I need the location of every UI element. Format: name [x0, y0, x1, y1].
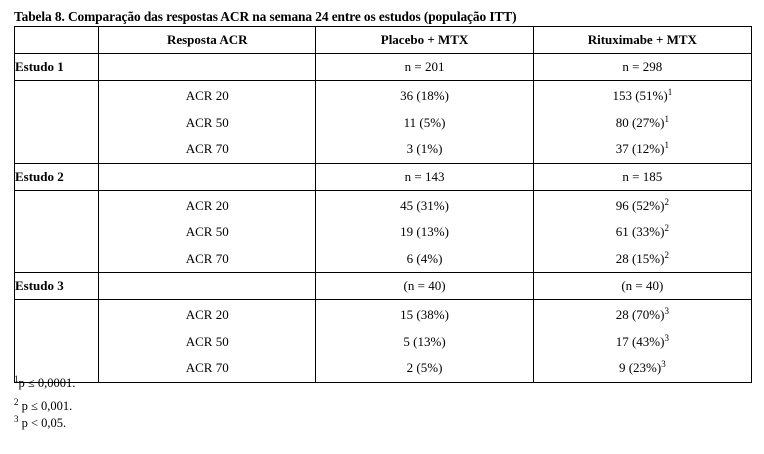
footnote-ref: 3	[664, 306, 669, 316]
acr-label: ACR 70	[185, 141, 229, 156]
header-cell-acr-response: Resposta ACR	[99, 27, 316, 54]
empty-cell	[99, 273, 316, 300]
placebo-value: 11 (5%)	[403, 114, 446, 130]
footnote: $^3$ p < 0,05.	[14, 414, 67, 430]
placebo-value: 36 (18%)	[400, 88, 449, 103]
study-name: Estudo 1	[15, 54, 99, 81]
rituximab-values-cell	[533, 190, 751, 273]
header-cell-rituximab-mtx: Rituximabe + MTX	[533, 27, 751, 54]
study-results-row	[15, 300, 752, 383]
footnote-ref: 2	[664, 223, 669, 233]
header-cell-study	[15, 27, 99, 54]
empty-cell	[99, 54, 316, 81]
rituximab-n: n = 185	[533, 163, 751, 190]
placebo-n: n = 201	[316, 54, 533, 81]
acr-labels-cell	[99, 81, 316, 164]
empty-cell	[99, 163, 316, 190]
footnote-ref: 2	[664, 249, 669, 260]
placebo-value: 15 (38%)	[400, 307, 449, 322]
acr-labels-cell	[99, 190, 316, 273]
placebo-value: 45 (31%)	[400, 197, 449, 213]
empty-cell	[15, 190, 99, 273]
acr-label: ACR 20	[185, 307, 229, 322]
placebo-values-cell	[316, 190, 533, 273]
footnote: $^2$ p ≤ 0,001.	[14, 397, 73, 413]
acr-label: ACR 50	[185, 224, 229, 239]
acr-label: ACR 70	[185, 250, 229, 266]
rituximab-value: 96 $(52\%)^2$	[615, 196, 669, 213]
rituximab-n: (n = 40)	[533, 273, 751, 300]
footnote-ref: 3	[661, 359, 666, 369]
empty-cell	[15, 81, 99, 164]
placebo-values-cell	[316, 81, 533, 164]
placebo-value: 19 (13%)	[400, 224, 449, 239]
placebo-n: n = 143	[316, 163, 533, 190]
rituximab-value: 28 $(15\%)^2$	[615, 249, 669, 266]
empty-cell	[15, 300, 99, 383]
placebo-n: (n = 40)	[316, 273, 533, 300]
rituximab-value: 17 $(43\%)^3$	[615, 332, 669, 349]
rituximab-n: n = 298	[533, 54, 751, 81]
study-row	[15, 163, 752, 190]
acr-label: ACR 20	[185, 197, 229, 213]
header-cell-placebo-mtx: Placebo + MTX	[316, 27, 533, 54]
rituximab-value: 153 $(51\%)^1$	[612, 87, 673, 103]
footnote: $^1$p ≤ 0,0001.	[14, 374, 76, 390]
placebo-values-cell	[316, 300, 533, 383]
study-row	[15, 273, 752, 300]
study-results-row	[15, 190, 752, 273]
rituximab-value: 61 $(33\%)^2$	[615, 223, 669, 239]
rituximab-value: 37 $(12\%)^1$	[615, 140, 669, 156]
study-name: Estudo 3	[15, 273, 99, 300]
footnote-ref: 3	[664, 332, 669, 343]
placebo-value: 2 (5%)	[406, 360, 443, 375]
rituximab-value: 28 $(70\%)^3$	[615, 306, 669, 322]
acr-label: ACR 50	[185, 114, 229, 130]
table-title: Tabela 8. Comparação das respostas ACR na semana 24 entre os estudos (população ITT)	[14, 9, 517, 24]
footnote-ref: 1	[664, 113, 669, 124]
study-results-row	[15, 81, 752, 164]
rituximab-values-cell	[533, 300, 751, 383]
footnote-ref: 2	[664, 196, 669, 207]
placebo-value: 6 (4%)	[406, 250, 443, 266]
rituximab-value: 80 $(27\%)^1$	[615, 113, 669, 130]
study-name: Estudo 2	[15, 163, 99, 190]
placebo-value: 3 (1%)	[406, 141, 443, 156]
study-row	[15, 54, 752, 81]
acr-response-table	[14, 26, 752, 383]
table-header-row	[15, 27, 752, 54]
acr-label: ACR 20	[185, 88, 229, 103]
placebo-value: 5 (13%)	[403, 333, 446, 349]
rituximab-value: 9 $(23\%)^3$	[618, 359, 666, 375]
rituximab-values-cell	[533, 81, 751, 164]
acr-labels-cell	[99, 300, 316, 383]
acr-label: ACR 70	[185, 360, 229, 375]
footnote-ref: 1	[667, 87, 673, 97]
acr-label: ACR 50	[185, 333, 229, 349]
footnote-ref: 1	[664, 140, 669, 150]
